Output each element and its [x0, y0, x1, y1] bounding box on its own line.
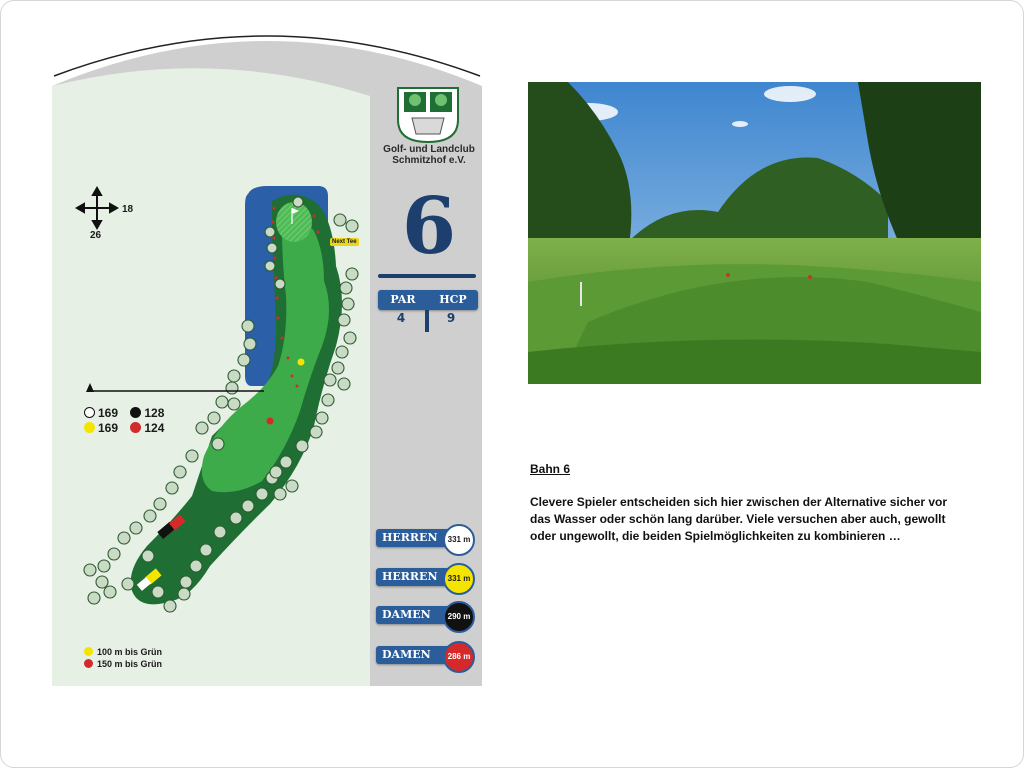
legend-150m-label: 150 m bis Grün [97, 659, 163, 669]
club-name-line2: Schmitzhof e.V. [392, 155, 466, 166]
legend-150m [84, 659, 162, 669]
par-value: 4 [396, 311, 406, 325]
hole-card [52, 26, 482, 686]
compass-east-label: 18 [122, 204, 134, 215]
par-label: PAR [390, 293, 416, 306]
club-name [374, 144, 484, 166]
hole-title: Bahn 6 [530, 462, 571, 476]
red-tee-dot [130, 422, 141, 433]
hole-photo [528, 82, 981, 384]
hole-description: Clevere Spieler entscheiden sich hier zwischen der Alternative sicher vor das Wasser oder schön lang darüber. Viele versuchen aber auch, gewollt oder ungewollt, die beiden Spielmöglichkeiten zu kombinieren … [530, 495, 948, 543]
hcp-value: 9 [446, 311, 456, 325]
tee-distance: 331 m [443, 524, 475, 556]
tee-row-herren-white [374, 524, 478, 554]
compass-south-label: 26 [90, 230, 102, 241]
tee-distance: 290 m [443, 601, 475, 633]
hole-description-block [530, 462, 970, 545]
yellow-tee-dot [84, 422, 95, 433]
distance-white: 169 [98, 406, 119, 420]
tee-distance: 286 m [443, 641, 475, 673]
distance-yellow: 169 [98, 421, 119, 435]
tee-row-damen-black [374, 601, 478, 631]
tee-label: DAMEN [376, 646, 456, 664]
distance-row-1 [84, 406, 164, 420]
club-name-line1: Golf- und Landclub [383, 144, 475, 155]
legend-yellow-dot [84, 647, 93, 656]
white-tee-dot [84, 407, 95, 418]
black-tee-dot [130, 407, 141, 418]
marker-100m [298, 359, 305, 366]
next-tee-label: Next Tee [332, 239, 357, 245]
green [276, 202, 312, 242]
hole-number: 6 [401, 181, 457, 272]
tee-row-damen-red [374, 641, 478, 671]
distance-row-2 [84, 421, 164, 435]
tee-distance: 331 m [443, 563, 475, 595]
tee-label: HERREN [376, 529, 456, 547]
legend-100m [84, 647, 162, 657]
tee-label: HERREN [376, 568, 456, 586]
hole-number-rule [378, 274, 476, 278]
hcp-label: HCP [439, 293, 467, 306]
tee-label: DAMEN [376, 606, 456, 624]
distance-red: 124 [144, 421, 165, 435]
distance-black: 128 [144, 406, 165, 420]
legend-red-dot [84, 659, 93, 668]
tee-row-herren-yellow [374, 563, 478, 593]
club-logo [398, 88, 458, 142]
marker-150m [267, 418, 274, 425]
legend-100m-label: 100 m bis Grün [97, 647, 163, 657]
